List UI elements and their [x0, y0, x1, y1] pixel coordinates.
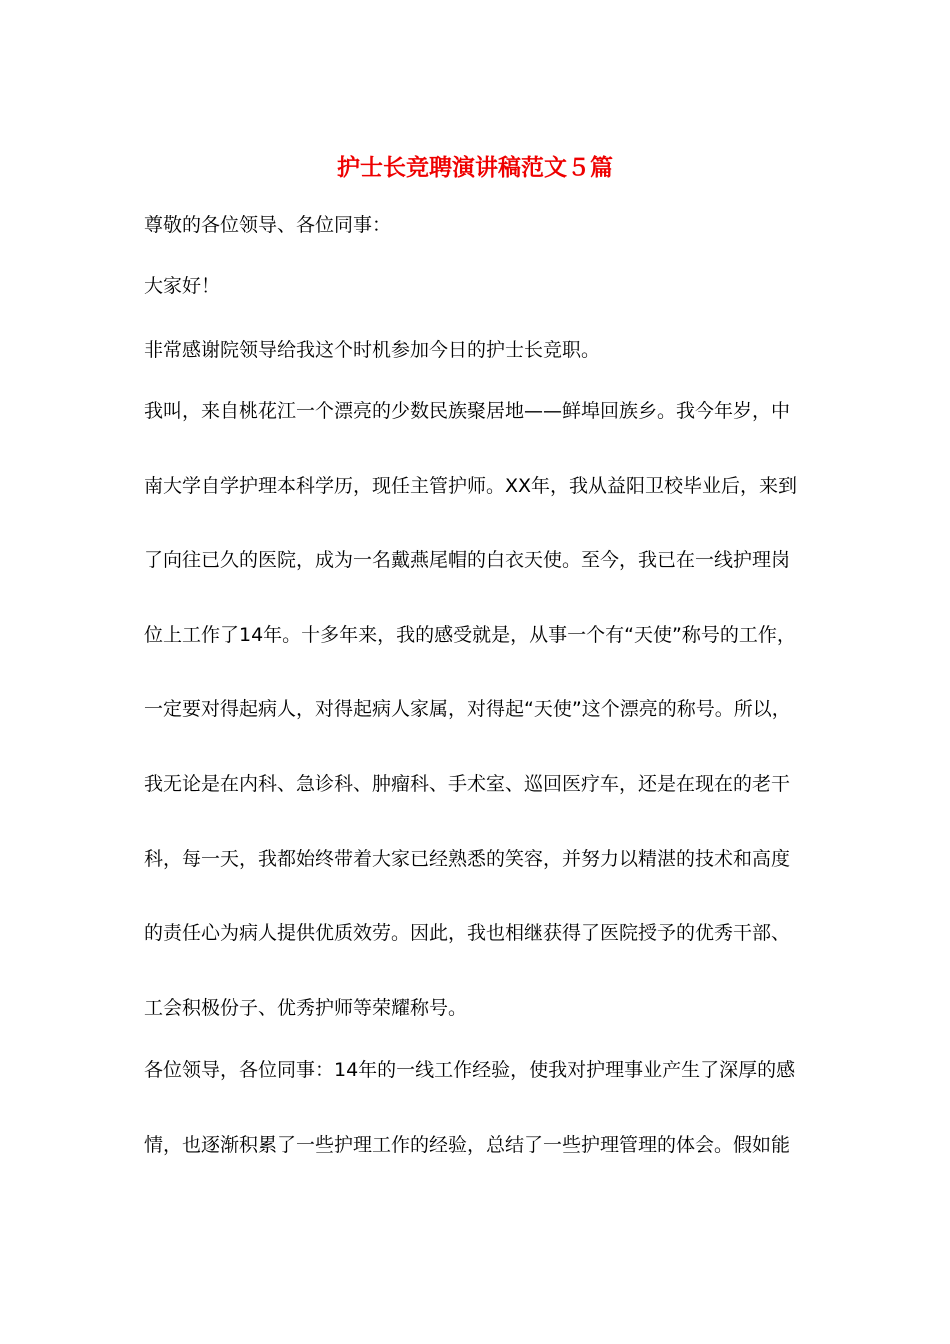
- text-line-greeting: 大家好！: [144, 275, 221, 297]
- text-line: 我叫，来自桃花江一个漂亮的少数民族聚居地——鲜埠回族乡。我今年岁，中: [144, 400, 791, 422]
- text-line: 南大学自学护理本科学历，现任主管护师。XX年，我从益阳卫校毕业后，来到: [144, 475, 798, 497]
- text-line: 我无论是在内科、急诊科、肿瘤科、手术室、巡回医疗车，还是在现在的老干: [144, 773, 791, 795]
- text-line: 一定要对得起病人，对得起病人家属，对得起“天使”这个漂亮的称号。所以，: [144, 698, 791, 720]
- text-line: 位上工作了14年。十多年来，我的感受就是，从事一个有“天使”称号的工作，: [144, 624, 796, 646]
- text-line-salutation: 尊敬的各位领导、各位同事：: [144, 214, 392, 236]
- text-line: 的责任心为病人提供优质效劳。因此，我也相继获得了医院授予的优秀干部、: [144, 922, 791, 944]
- text-line: 了向往已久的医院，成为一名戴燕尾帽的白衣天使。至今，我已在一线护理岗: [144, 549, 791, 571]
- text-line: 情，也逐渐积累了一些护理工作的经验，总结了一些护理管理的体会。假如能: [144, 1134, 791, 1156]
- text-line: 科，每一天，我都始终带着大家已经熟悉的笑容，并努力以精湛的技术和高度: [144, 848, 791, 870]
- text-line: 各位领导，各位同事：14年的一线工作经验，使我对护理事业产生了深厚的感: [144, 1059, 796, 1081]
- text-line-thanks: 非常感谢院领导给我这个时机参加今日的护士长竞职。: [144, 339, 601, 361]
- text-line: 工会积极份子、优秀护师等荣耀称号。: [144, 997, 468, 1019]
- document-title: 护士长竞聘演讲稿范文５篇: [337, 154, 613, 181]
